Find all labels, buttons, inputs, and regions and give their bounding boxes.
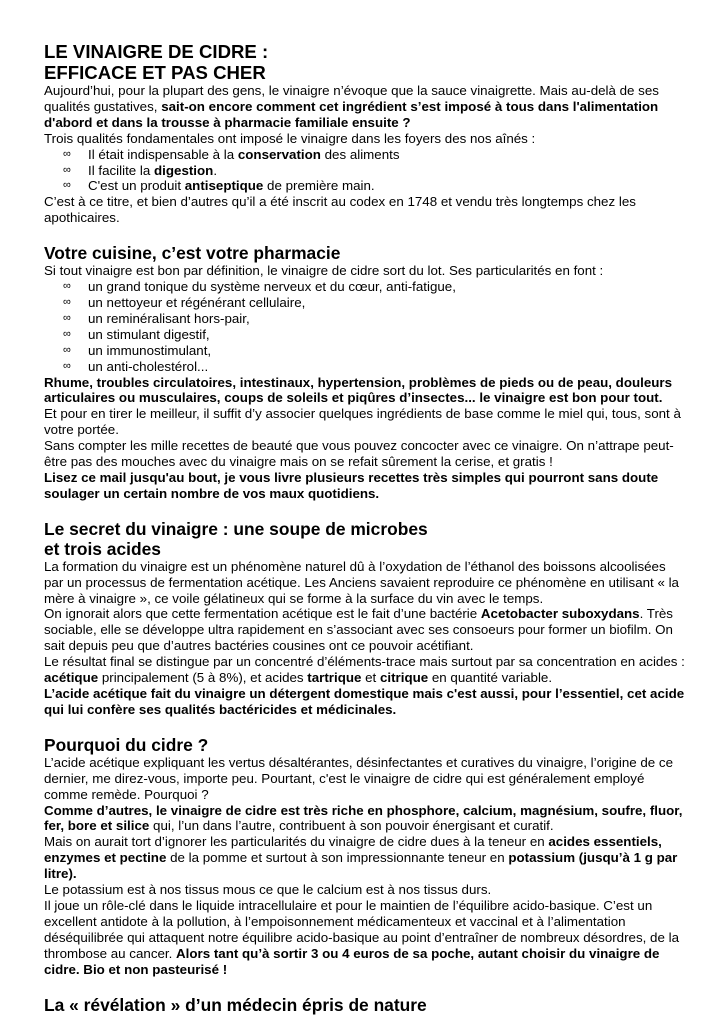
text-run: Le résultat final se distingue par un concentré d’éléments-trace mais surtout par sa concentration en acides : xyxy=(44,654,685,670)
text-run: . Très sociable, elle se développe ultra rapidement en s’associant avec ses consoeurs pour former un biofilm. On sait depuis peu que d’autres bactéries cousines ont ce pouvoir acétifiant. xyxy=(44,606,673,654)
text-run: un stimulant digestif, xyxy=(88,326,210,342)
bullet-list xyxy=(44,147,686,195)
text-run: un immunostimulant, xyxy=(88,342,212,358)
infinity-bullet-icon: ∞ xyxy=(63,311,71,324)
text-run: principalement (5 à 8%), et acides xyxy=(98,670,308,686)
paragraph xyxy=(44,406,686,438)
bold-text: Acetobacter suboxydans xyxy=(480,606,640,622)
text-run: un nettoyeur et régénérant cellulaire, xyxy=(88,294,306,310)
list-item xyxy=(44,359,686,375)
text-run: Mais on aurait tort d’ignorer les particularités du vinaigre de cidre dues à la teneur en xyxy=(44,834,549,850)
list-item xyxy=(44,343,686,359)
text-run: en quantité variable. xyxy=(428,670,553,686)
bold-text: conservation xyxy=(237,146,321,162)
bold-text: citrique xyxy=(379,670,429,686)
paragraph xyxy=(44,131,686,147)
text-run: un reminéralisant hors-pair, xyxy=(88,310,250,326)
infinity-bullet-icon: ∞ xyxy=(63,179,71,192)
bold-text: tartrique xyxy=(307,670,362,686)
infinity-bullet-icon: ∞ xyxy=(63,359,71,372)
text-run: Sans compter les mille recettes de beauté que vous pouvez concocter avec ce vinaigre. On n’attrape peut-être pas des mouches avec du vinaigre mais on se refait sûrement la cerise, et gratis ! xyxy=(44,438,674,470)
heading-line: LE VINAIGRE DE CIDRE : xyxy=(44,41,269,62)
section-heading xyxy=(44,735,686,755)
text-run: . xyxy=(213,162,218,178)
document-title xyxy=(44,41,686,83)
text-run: L’acide acétique expliquant les vertus désaltérantes, désinfectantes et curatives du vinaigre, l’origine de ce dernier, me direz-vous, importe peu. Pourtant, c'est le vinaigre de cidre qui est généralement employé comme remède. Pourquoi ? xyxy=(44,754,674,802)
paragraph xyxy=(44,834,686,882)
infinity-bullet-icon: ∞ xyxy=(63,147,71,160)
text-run: Si tout vinaigre est bon par définition, le vinaigre de cidre sort du lot. Ses particularités en font : xyxy=(44,263,604,279)
text-run: qui, l’un dans l’autre, contribuent à son pouvoir énergisant et curatif. xyxy=(149,818,554,834)
text-run: des aliments xyxy=(320,146,400,162)
list-item xyxy=(44,327,686,343)
text-run: Trois qualités fondamentales ont imposé le vinaigre dans les foyers des nos aînés : xyxy=(44,130,536,146)
infinity-bullet-icon: ∞ xyxy=(63,343,71,356)
infinity-bullet-icon: ∞ xyxy=(63,163,71,176)
text-run: Le potassium est à nos tissus mous ce que le calcium est à nos tissus durs. xyxy=(44,882,492,898)
paragraph xyxy=(44,606,686,654)
paragraph xyxy=(44,438,686,470)
heading-line: EFFICACE ET PAS CHER xyxy=(44,62,266,83)
bold-text: Comme d’autres, le vinaigre de cidre est très riche en phosphore, calcium, magnésium, soufre, fluor, fer, bore et silice xyxy=(44,802,683,834)
bold-text: acides essentiels, enzymes et pectine xyxy=(44,834,662,866)
bold-text: antiseptique xyxy=(184,178,264,194)
list-item xyxy=(44,178,686,194)
bold-text: sait-on encore comment cet ingrédient s’est imposé à tous dans l'alimentation d'abord et dans la trousse à pharmacie familiale ensuite ? xyxy=(44,98,659,130)
text-run: C'est un produit xyxy=(88,178,185,194)
bold-text: Lisez ce mail jusqu'au bout, je vous livre plusieurs recettes très simples qui pourront sans doute soulager un certain nombre de vos maux quotidiens. xyxy=(44,469,659,501)
text-run: et xyxy=(361,670,380,686)
heading-line: et trois acides xyxy=(44,538,161,559)
list-item xyxy=(44,295,686,311)
infinity-bullet-icon: ∞ xyxy=(63,280,71,293)
paragraph xyxy=(44,882,686,898)
section-heading xyxy=(44,519,686,559)
text-run: On ignorait alors que cette fermentation acétique est le fait d’une bactérie xyxy=(44,606,481,622)
bold-text: Rhume, troubles circulatoires, intestinaux, hypertension, problèmes de pieds ou de peau, douleurs articulaires ou musculaires, coups de soleils et piqûres d’insectes... le vinaigre est bon pour tout. xyxy=(44,374,673,406)
section-heading xyxy=(44,995,686,1015)
bold-text: acétique xyxy=(44,670,99,686)
text-run: Et pour en tirer le meilleur, il suffit d’y associer quelques ingrédients de base comme le miel qui, tous, sont à votre portée. xyxy=(44,406,681,438)
text-run: de première main. xyxy=(263,178,375,194)
list-item xyxy=(44,147,686,163)
paragraph xyxy=(44,654,686,686)
text-run: La formation du vinaigre est un phénomène naturel dû à l’oxydation de l’éthanol des boissons alcoolisées par un processus de fermentation acétique. Les Anciens savaient reproduire ce phénomène en utilisant « la mère à vinaigre », ce voile gélatineux qui se forme à la surface du vin avec le temps. xyxy=(44,558,679,606)
paragraph xyxy=(44,194,686,226)
heading-line: Le secret du vinaigre : une soupe de microbes xyxy=(44,518,428,539)
bold-text: Alors tant qu’à sortir 3 ou 4 euros de sa poche, autant choisir du vinaigre de cidre. Bio et non pasteurisé ! xyxy=(44,945,660,977)
heading-line: Pourquoi du cidre ? xyxy=(44,734,209,755)
paragraph xyxy=(44,559,686,607)
text-run: de la pomme et surtout à son impressionnante teneur en xyxy=(166,850,509,866)
paragraph xyxy=(44,470,686,502)
bullet-list xyxy=(44,279,686,374)
bold-text: potassium (jusqu’à 1 g par litre). xyxy=(44,850,678,882)
paragraph xyxy=(44,263,686,279)
infinity-bullet-icon: ∞ xyxy=(63,295,71,308)
paragraph xyxy=(44,375,686,407)
list-item xyxy=(44,163,686,179)
paragraph xyxy=(44,686,686,718)
paragraph xyxy=(44,83,686,131)
list-item xyxy=(44,279,686,295)
text-run: un anti-cholestérol... xyxy=(88,358,209,374)
text-run: C’est à ce titre, et bien d’autres qu’il a été inscrit au codex en 1748 et vendu très longtemps chez les apothicaires. xyxy=(44,194,636,226)
text-run: un grand tonique du système nerveux et du cœur, anti-fatigue, xyxy=(88,279,456,295)
infinity-bullet-icon: ∞ xyxy=(63,327,71,340)
bold-text: digestion xyxy=(154,162,214,178)
heading-line: Votre cuisine, c’est votre pharmacie xyxy=(44,243,341,264)
heading-line: La « révélation » d’un médecin épris de nature xyxy=(44,994,427,1015)
text-run: Il était indispensable à la xyxy=(88,146,238,162)
bold-text: L’acide acétique fait du vinaigre un détergent domestique mais c'est aussi, pour l’essentiel, cet acide qui lui confère ses qualités bactéricides et médicinales. xyxy=(44,686,685,717)
document-page xyxy=(44,41,686,1015)
paragraph xyxy=(44,898,686,978)
section-heading xyxy=(44,243,686,263)
text-run: Il joue un rôle-clé dans le liquide intracellulaire et pour le maintien de l’équilibre acido-basique. C’est un excellent antidote à la pollution, à l’empoisonnement médicamenteux et vaccinal et à l’alimentation déséquilibrée qui attaquent notre équilibre acido-basique au point d’entraîner de nombreux désordres, de la thrombose au cancer. xyxy=(44,897,679,961)
list-item xyxy=(44,311,686,327)
paragraph xyxy=(44,755,686,803)
text-run: Aujourd’hui, pour la plupart des gens, le vinaigre n’évoque que la sauce vinaigrette. Mais au-delà de ses qualités gustatives, xyxy=(44,83,659,114)
text-run: Il facilite la xyxy=(88,162,155,178)
paragraph xyxy=(44,803,686,835)
